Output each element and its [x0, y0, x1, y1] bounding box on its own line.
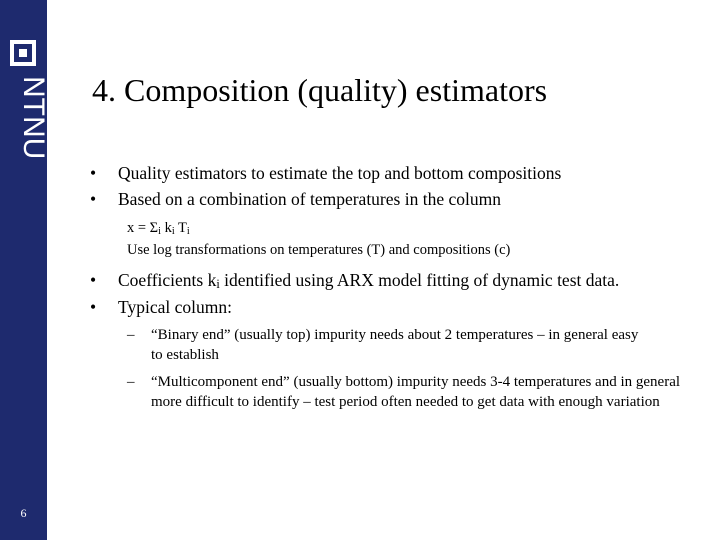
bullet-item: [90, 296, 710, 319]
formula-note: Use log transformations on temperatures (T) and compositions (c): [127, 242, 511, 258]
bullet-text: Typical column:: [118, 297, 232, 317]
bullet-text: Coefficients $k_i$ identified using ARX model fitting of dynamic test data.: [118, 270, 620, 291]
bullet-marker: •: [90, 189, 97, 209]
bullet-marker: •: [90, 270, 97, 290]
slide-title: 4. Composition (quality) estimators: [92, 72, 548, 108]
bullet-marker: •: [90, 297, 97, 317]
dash-marker: –: [127, 327, 135, 343]
bullet-text: Quality estimators to estimate the top and bottom compositions: [118, 163, 562, 183]
bullet-marker: •: [90, 163, 97, 183]
formula: $x = \Sigma_i$ $k_i$ $T_i$: [127, 220, 190, 237]
sidebar: [0, 0, 50, 540]
dash-text: “Binary end” (usually top) impurity needs about 2 temperatures – in general easy to establish: [151, 327, 639, 363]
ntnu-logo: [8, 40, 50, 175]
bullet-text: Based on a combination of temperatures in the column: [118, 189, 501, 209]
bullet-item: [90, 162, 710, 185]
logo-text: NTNU: [17, 76, 50, 160]
slide-content: [90, 162, 710, 412]
bullet-item: [90, 269, 710, 292]
dash-marker: –: [127, 374, 135, 390]
dash-item: [127, 325, 647, 365]
bullet-item: [90, 188, 710, 211]
dash-item: [127, 372, 687, 412]
page-number: 6: [20, 506, 27, 520]
dash-text: “Multicomponent end” (usually bottom) impurity needs 3-4 temperatures and in general more difficult to identify – test period often needed to get data with enough variation: [151, 374, 681, 410]
